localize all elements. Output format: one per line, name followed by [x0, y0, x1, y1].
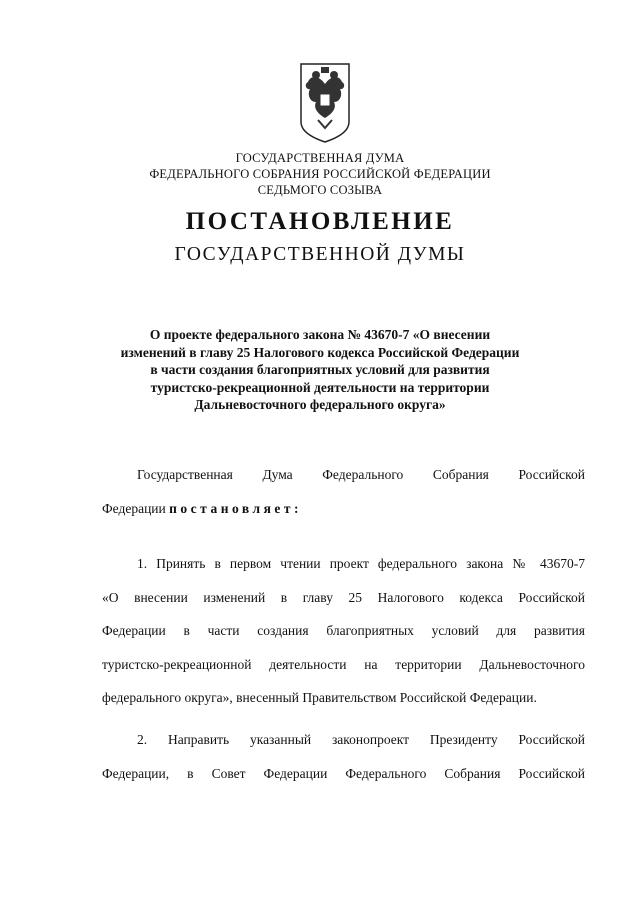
document-title: ПОСТАНОВЛЕНИЕ — [185, 208, 455, 235]
preamble-line — [102, 492, 585, 526]
item-2-line: Федерации, в Совет Федерации Федерального Собрания Российской — [102, 765, 585, 781]
item-2-line: 2. Направить указанный законопроект Президенту Российской — [137, 732, 585, 747]
item-2-paragraph — [102, 723, 585, 790]
coat-of-arms-emblem — [298, 62, 352, 144]
subject-line: в части создания благоприятных условий для развития — [150, 362, 490, 377]
item-1-line: «О внесении изменений в главу 25 Налогового кодекса Российской — [102, 589, 585, 605]
issuer-header — [0, 150, 640, 198]
subject-line: Дальневосточного федерального округа» — [194, 397, 446, 412]
item-1-paragraph — [102, 547, 585, 715]
item-1-line: Федерации в части создания благоприятных условий для развития — [102, 623, 585, 639]
document-subtitle: ГОСУДАРСТВЕННОЙ ДУМЫ — [174, 244, 466, 265]
preamble-paragraph — [102, 458, 585, 525]
header-line-assembly: ФЕДЕРАЛЬНОГО СОБРАНИЯ РОССИЙСКОЙ ФЕДЕРАЦИИ — [149, 167, 491, 181]
decision-word: постановляет: — [169, 500, 303, 516]
header-line-duma: ГОСУДАРСТВЕННАЯ ДУМА — [235, 151, 405, 165]
header-line-convocation: СЕДЬМОГО СОЗЫВА — [257, 183, 383, 197]
item-1-line: федерального округа», внесенный Правительством Российской Федерации. — [102, 690, 537, 706]
resolution-subject — [90, 326, 550, 414]
subject-line: изменений в главу 25 Налогового кодекса Российской Федерации — [120, 344, 520, 360]
item-1-line: 1. Принять в первом чтении проект федерального закона № 43670-7 — [137, 556, 585, 571]
subject-line: туристско-рекреационной деятельности на территории — [150, 379, 490, 395]
double-headed-eagle-icon — [298, 62, 352, 144]
preamble-text: Федерации — [102, 500, 170, 516]
item-1-line: туристско-рекреационной деятельности на территории Дальневосточного — [102, 656, 585, 672]
subject-line: О проекте федерального закона № 43670-7 «О внесении — [149, 327, 491, 342]
preamble-line: Государственная Дума Федерального Собрания Российской — [137, 467, 585, 482]
